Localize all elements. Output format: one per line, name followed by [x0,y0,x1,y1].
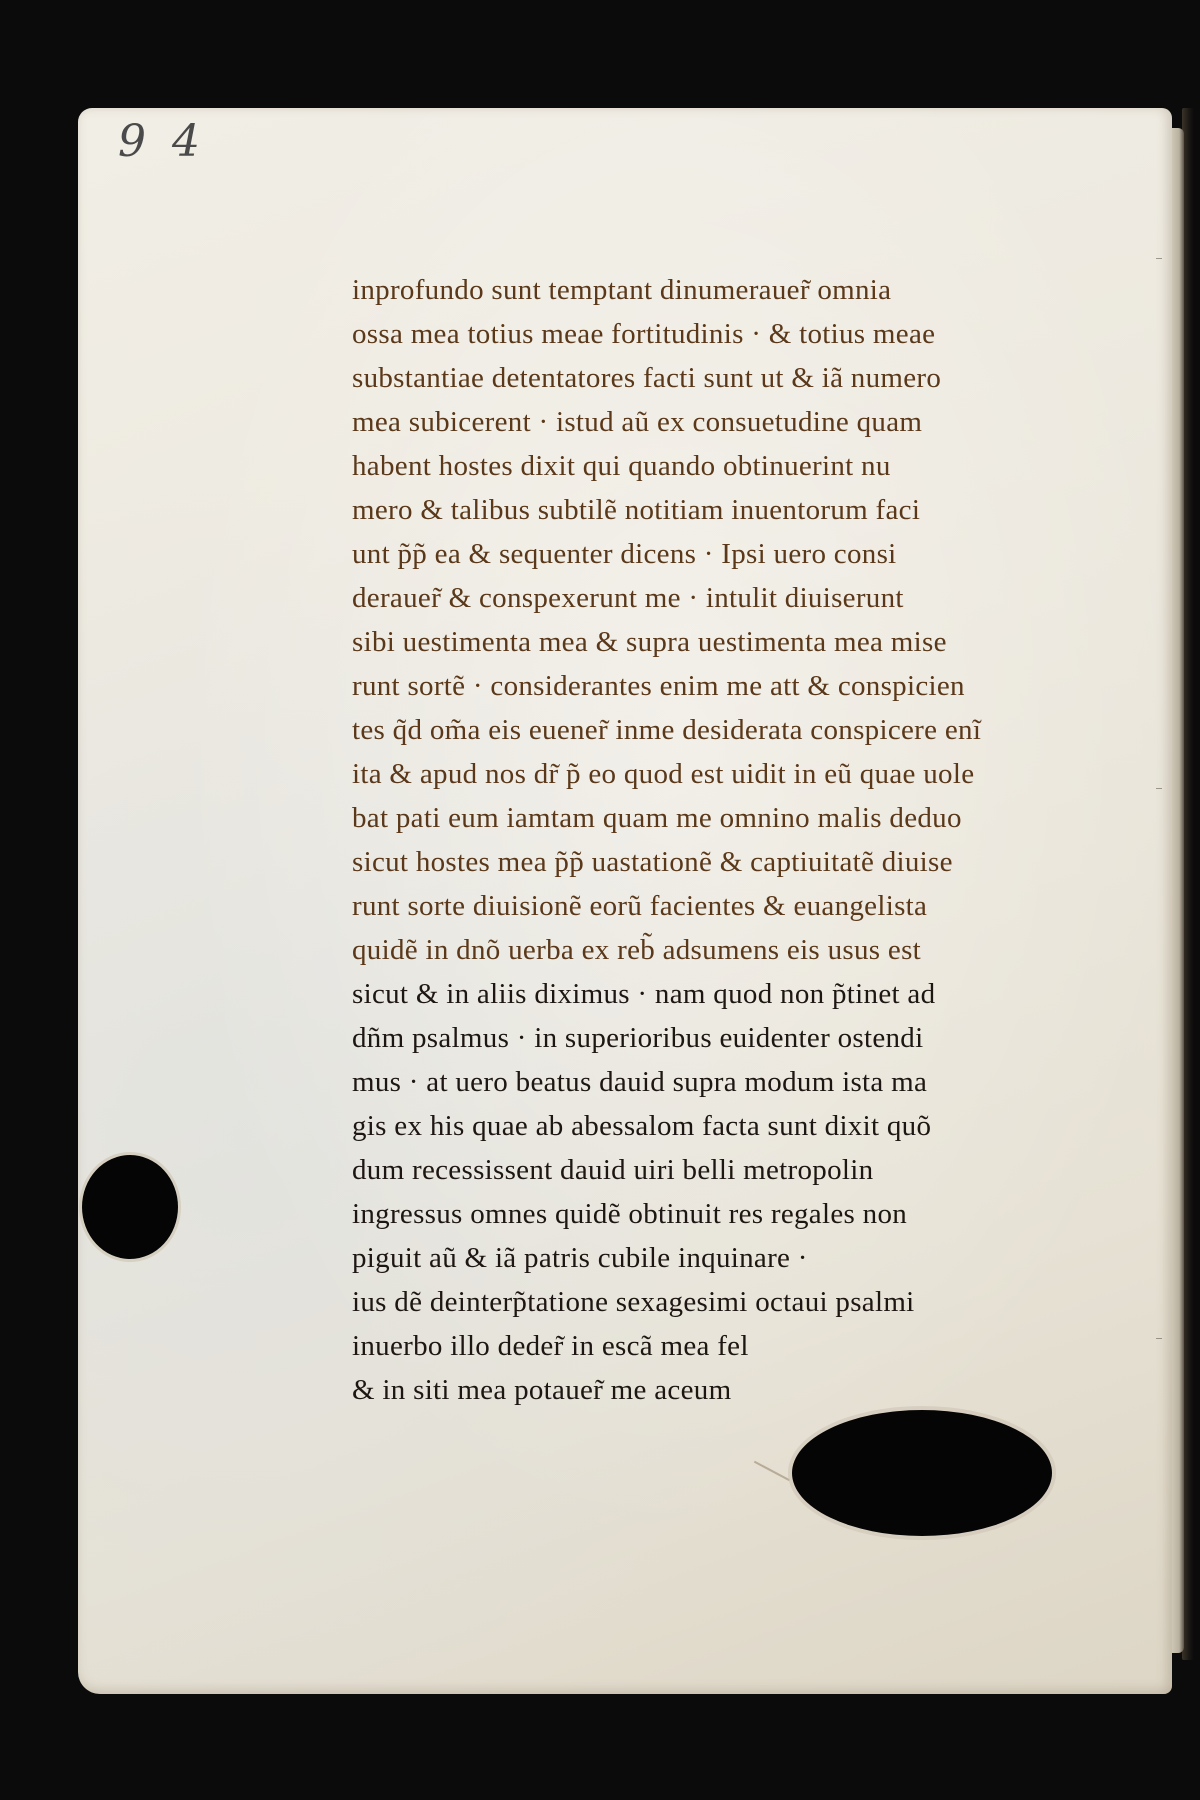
text-line: runt sortẽ · considerantes enim me att & conspicien [352,670,965,702]
parchment-hole [792,1410,1052,1536]
text-line: gis ex his quae ab abessalom facta sunt dixit quõ [352,1110,932,1142]
text-line: tes q̃d om̃a eis euener̃ inme desiderata conspicere enĩ [352,714,982,746]
text-column [352,268,1182,1412]
text-line: runt sorte diuisionẽ eorũ facientes & euangelista [352,890,928,922]
text-line: mero & talibus subtilẽ notitiam inuentorum faci [352,494,921,526]
text-line: dum recessissent dauid uiri belli metropolin [352,1154,874,1186]
text-line: mus · at uero beatus dauid supra modum ista ma [352,1066,928,1098]
ruling-tick [1156,258,1162,259]
parchment-hole [82,1155,178,1259]
text-line: sicut & in aliis diximus · nam quod non p̃tinet ad [352,978,936,1010]
text-line: substantiae detentatores facti sunt ut & iã numero [352,362,942,394]
text-line: ius dẽ deinterp̃tatione sexagesimi octaui psalmi [352,1286,915,1318]
text-line: sibi uestimenta mea & supra uestimenta mea mise [352,626,947,658]
text-line: dñm psalmus · in superioribus euidenter ostendi [352,1022,924,1054]
text-line: bat pati eum iamtam quam me omnino malis deduo [352,802,962,834]
text-line: habent hostes dixit qui quando obtinuerint nu [352,450,891,482]
text-line: inprofundo sunt temptant dinumerauer̃ omnia [352,274,892,306]
text-line: quidẽ in dnõ uerba ex reb̃ adsumens eis usus est [352,934,922,966]
folio-number: 9 4 [118,116,206,167]
text-line: piguit aũ & iã patris cubile inquinare · [352,1242,808,1274]
text-line: derauer̃ & conspexerunt me · intulit diuiserunt [352,582,904,614]
text-line: & in siti mea potauer̃ me aceum [352,1374,732,1406]
text-line: mea subicerent · istud aũ ex consuetudine quam [352,406,923,438]
text-line: inuerbo illo deder̃ in escã mea fel [352,1330,749,1362]
text-line: ingressus omnes quidẽ obtinuit res regales non [352,1198,908,1230]
text-line: sicut hostes mea p̃p̃ uastationẽ & captiuitatẽ diuise [352,846,953,878]
text-line: ossa mea totius meae fortitudinis · & totius meae [352,318,936,350]
text-line: unt p̃p̃ ea & sequenter dicens · Ipsi uero consi [352,538,897,570]
text-line: ita & apud nos dr̃ p̃ eo quod est uidit in eũ quae uole [352,758,975,790]
